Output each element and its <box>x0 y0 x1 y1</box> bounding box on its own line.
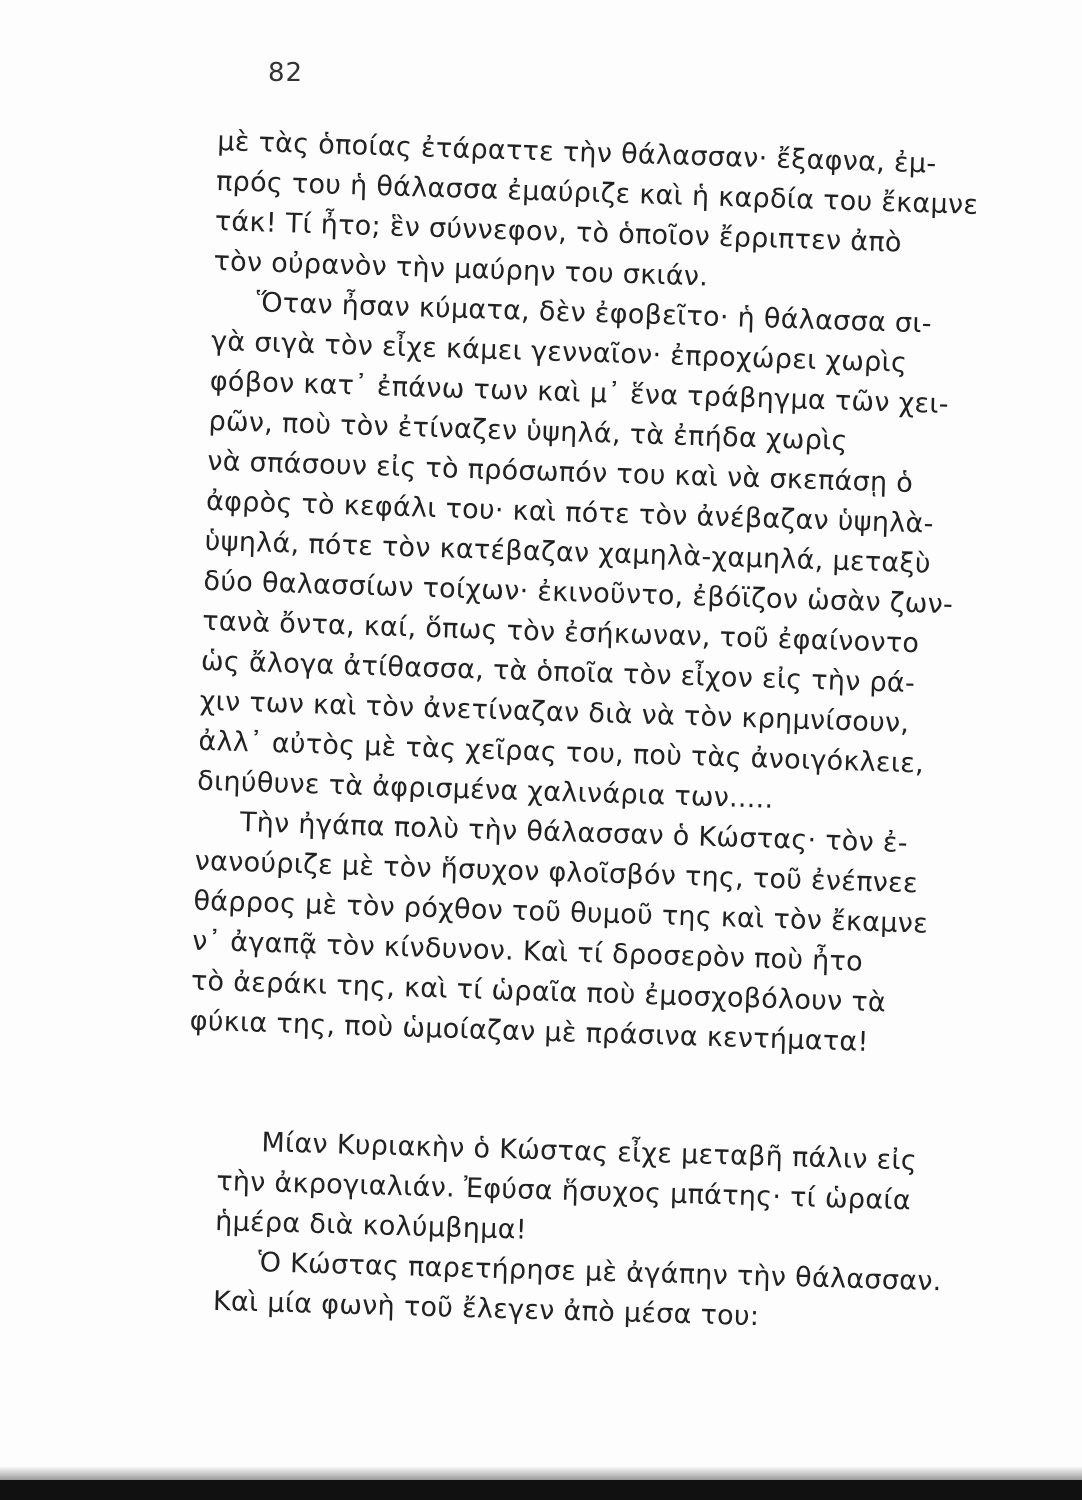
text-line: νὰ σπάσουν εἰς τὸ πρόσωπόν του καὶ νὰ σκεπάσῃ ὁ <box>206 445 914 500</box>
text-line: ρῶν, ποὺ τὸν ἐτίναζεν ὑψηλά, τὰ ἐπήδα χωρὶς <box>208 405 849 457</box>
scan-edge-shadow <box>0 1466 1082 1480</box>
text-line: χιν των καὶ τὸν ἀνετίναζαν διὰ νὰ τὸν κρημνίσουν, <box>199 685 910 740</box>
text-line: γὰ σιγὰ τὸν εἶχε κάμει γενναῖον· ἐπροχώρει χωρὶς <box>210 325 908 379</box>
text-line: ἀλλ᾽ αὐτὸς μὲ τὰς χεῖρας του, ποὺ τὰς ἀνοιγόκλειε, <box>198 725 925 780</box>
text-line: θάρρος μὲ τὸν ρόχθον τοῦ θυμοῦ της καὶ τὸν ἔκαμνε <box>193 885 929 940</box>
text-line: τάκ! Τί ἦτο; ἓν σύννεφον, τὸ ὁποῖον ἔρριπτεν ἀπὸ <box>214 205 903 259</box>
text-line: τανὰ ὄντα, καί, ὅπως τὸν ἐσήκωναν, τοῦ ἐφαίνοντο <box>201 605 920 660</box>
text-line: Ὅταν ἦσαν κύματα, δὲν ἐφοβεῖτο· ἡ θάλασσα σι- <box>255 287 933 340</box>
paragraph-block-1 <box>189 122 1018 1067</box>
text-line: τὸν οὐρανὸν τὴν μαύρην του σκιάν. <box>213 245 709 293</box>
text-line: Ὁ Κώστας παρετήρησε μὲ ἀγάπην τὴν θάλασσαν. <box>257 1247 943 1298</box>
text-line: ὑψηλά, πότε τὸν κατέβαζαν χαμηλὰ-χαμηλά, μεταξὺ <box>204 525 932 580</box>
text-line: Τὴν ἠγάπα πολὺ τὴν θάλασσαν ὁ Κώστας· τὸν ἐ- <box>239 807 909 860</box>
text-line: μὲ τὰς ὁποίας ἐτάραττε τὴν θάλασσαν· ἔξαφνα, ἐμ- <box>216 125 937 180</box>
text-line: Μίαν Κυριακὴν ὁ Κώστας εἶχε μεταβῆ πάλιν εἰς <box>261 1127 918 1177</box>
text-line: τὴν ἀκρογιαλιάν. Ἐφύσα ἥσυχος μπάτης· τί ὡραία <box>215 1165 912 1217</box>
text-line: ὡς ἄλογα ἀτίθασσα, τὰ ὁποῖα τὸν εἶχον εἰς τὴν ρά- <box>200 645 916 700</box>
text-line: φόβον κατ᾽ ἐπάνω των καὶ μ᾽ ἕνα τράβηγμα τῶν χει- <box>209 365 950 421</box>
scan-bottom-edge <box>0 1480 1082 1500</box>
text-line: πρός του ἡ θάλασσα ἐμαύριζε καὶ ἡ καρδία του ἔκαμνε <box>215 165 979 221</box>
text-line: διηύθυνε τὰ ἀφρισμένα χαλινάρια των..... <box>196 765 775 815</box>
text-line: τὸ ἀεράκι της, καὶ τί ὡραῖα ποὺ ἐμοσχοβόλουν τὰ <box>190 965 887 1019</box>
text-line: ἡμέρα διὰ κολύμβημα! <box>214 1205 528 1246</box>
text-line: νανούριζε μὲ τὸν ἥσυχον φλοῖσβόν της, τοῦ ἐνέπνεε <box>194 845 919 900</box>
page-number: 82 <box>268 58 304 88</box>
text-line: φύκια της, ποὺ ὡμοίαζαν μὲ πράσινα κεντήματα! <box>189 1005 870 1058</box>
text-line: ν᾽ ἀγαπᾷ τὸν κίνδυνον. Καὶ τί δροσερὸν ποὺ ἦτο <box>191 925 864 978</box>
paragraph-block-2 <box>212 1122 1017 1344</box>
text-line: Καὶ μία φωνὴ τοῦ ἔλεγεν ἀπὸ μέσα του: <box>212 1285 760 1333</box>
text-line: δύο θαλασσίων τοίχων· ἐκινοῦντο, ἐβόϊζον ὡσὰν ζων- <box>203 565 954 621</box>
text-line: ἀφρὸς τὸ κεφάλι του· καὶ πότε τὸν ἀνέβαζαν ὑψηλὰ- <box>205 485 935 540</box>
